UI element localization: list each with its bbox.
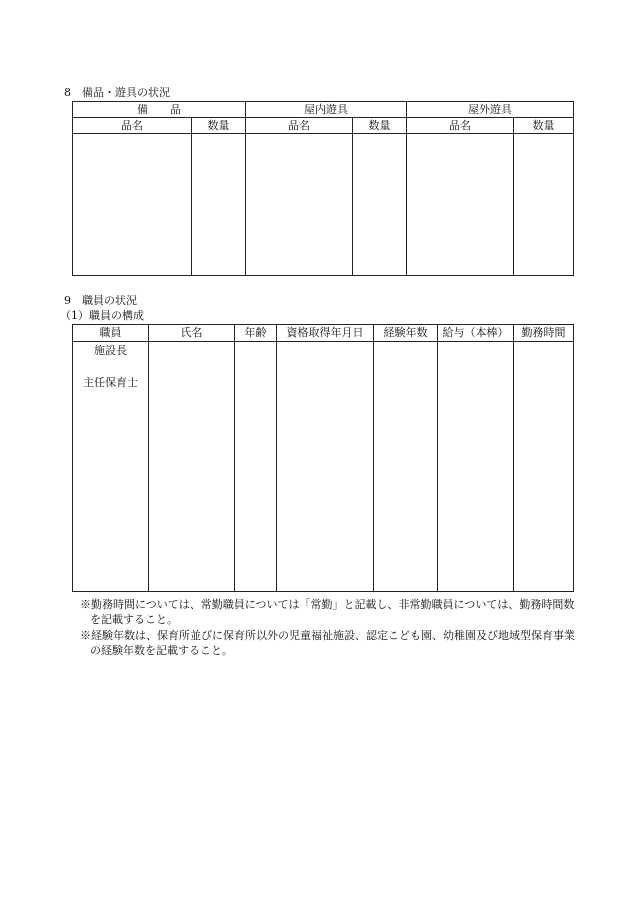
- staff-qualification-date-header: 資格取得年月日: [277, 325, 374, 342]
- outdoor-name-cell[interactable]: [407, 134, 514, 276]
- staff-age-header: 年齢: [235, 325, 277, 342]
- staff-salary-cell[interactable]: [438, 342, 514, 592]
- outdoor-qty-header: 数量: [514, 118, 574, 134]
- note-working-hours: [80, 597, 580, 627]
- note-experience-years-line1: ※経験年数は、保育所並びに保育所以外の児童福祉施設、認定こども園、幼稚園及び地域型保育事業: [80, 629, 575, 642]
- indoor-qty-header: 数量: [353, 118, 407, 134]
- staff-hours-header: 勤務時間: [514, 325, 574, 342]
- staff-hours-cell[interactable]: [514, 342, 574, 592]
- equipment-name-cell[interactable]: [73, 134, 192, 276]
- outdoor-toys-group-header: 屋外遊具: [407, 102, 574, 118]
- staff-table: [72, 324, 574, 592]
- staff-role-cell: [73, 342, 149, 592]
- staff-age-cell[interactable]: [235, 342, 277, 592]
- note-working-hours-line1: ※勤務時間については、常勤職員については「常勤」と記載し、非常勤職員については、勤務時間数: [80, 598, 575, 611]
- note-working-hours-line2: を記載すること。: [90, 613, 178, 626]
- section9-title: 9 職員の状況: [64, 294, 137, 307]
- equipment-qty-cell[interactable]: [192, 134, 246, 276]
- outdoor-qty-cell[interactable]: [514, 134, 574, 276]
- section9-subtitle: （1）職員の構成: [60, 309, 144, 322]
- staff-experience-header: 経験年数: [374, 325, 438, 342]
- note-experience-years-line2: の経験年数を記載すること。: [90, 644, 233, 657]
- role-chief-caregiver: 主任保育士: [83, 376, 138, 389]
- equipment-name-header: 品名: [73, 118, 192, 134]
- role-director: 施設長: [94, 344, 127, 357]
- staff-salary-header: 給与（本棒）: [438, 325, 514, 342]
- indoor-name-cell[interactable]: [246, 134, 353, 276]
- staff-name-header: 氏名: [149, 325, 235, 342]
- staff-experience-cell[interactable]: [374, 342, 438, 592]
- staff-role-header: 職員: [73, 325, 149, 342]
- indoor-qty-cell[interactable]: [353, 134, 407, 276]
- equipment-qty-header: 数量: [192, 118, 246, 134]
- indoor-toys-group-header: 屋内遊具: [246, 102, 407, 118]
- outdoor-name-header: 品名: [407, 118, 514, 134]
- indoor-name-header: 品名: [246, 118, 353, 134]
- staff-qualification-date-cell[interactable]: [277, 342, 374, 592]
- section8-title: 8 備品・遊具の状況: [64, 86, 170, 99]
- staff-name-cell[interactable]: [149, 342, 235, 592]
- note-experience-years: [80, 628, 580, 658]
- equipment-table: [72, 101, 574, 276]
- equipment-group-header: 備 品: [73, 102, 246, 118]
